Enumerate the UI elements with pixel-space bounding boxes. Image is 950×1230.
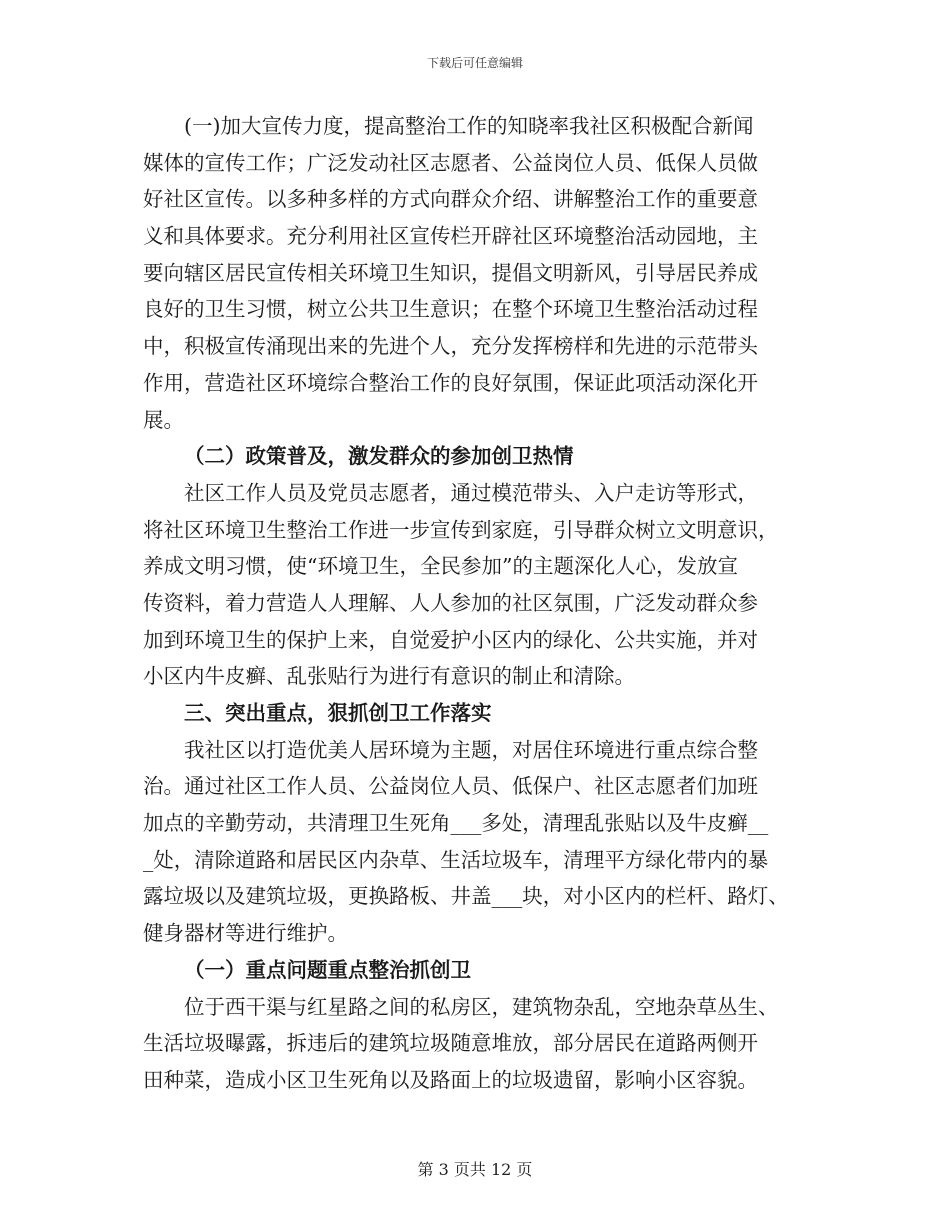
page-footer: 第 3 页共 12 页 [417,1160,533,1179]
paragraph-line: 中，积极宣传涌现出来的先进个人，充分发挥榜样和先进的示范带头 [143,334,758,359]
paragraph-line: 生活垃圾曝露，拆违后的建筑垃圾随意堆放，部分居民在道路两侧开 [143,1031,758,1056]
paragraph-line: 露垃圾以及建筑垃圾，更换路板、井盖___块，对小区内的栏杆、路灯、 [143,884,789,909]
paragraph-line: 小区内牛皮癣、乱张贴行为进行有意识的制止和清除。 [143,664,635,689]
paragraph-line: 养成文明习惯，使“环境卫生，全民参加”的主题深化人心，发放宣 [143,554,738,579]
section-heading-line: （一）重点问题重点整治抓创卫 [184,957,471,982]
section-heading-line: 三、突出重点，狠抓创卫工作落实 [184,701,492,725]
paragraph-line: 良好的卫生习惯，树立公共卫生意识；在整个环境卫生整治活动过程 [143,297,758,322]
paragraph-line: 田种菜，造成小区卫生死角以及路面上的垃圾遗留，影响小区容貌。 [143,1067,758,1092]
document-body [143,108,803,1099]
paragraph-line: (一)加大宣传力度，提高整治工作的知晓率我社区积极配合新闻 [184,114,754,138]
paragraph-line: 将社区环境卫生整治工作进一步宣传到家庭，引导群众树立文明意识， [143,517,779,542]
paragraph-line: 健身器材等进行维护。 [143,921,348,946]
paragraph-line: 要向辖区居民宣传相关环境卫生知识，提倡文明新风，引导居民养成 [143,260,758,285]
paragraph-line: 媒体的宣传工作；广泛发动社区志愿者、公益岗位人员、低保人员做 [143,150,758,175]
paragraph-line: 位于西干渠与红星路之间的私房区，建筑物杂乱，空地杂草丛生、 [184,994,779,1019]
paragraph-line: 加到环境卫生的保护上来，自觉爱护小区内的绿化、公共实施，并对 [143,627,758,652]
paragraph-line: 社区工作人员及党员志愿者，通过模范带头、入户走访等形式， [184,480,758,505]
paragraph-line: 义和具体要求。充分利用社区宣传栏开辟社区环境整治活动园地，主 [143,224,758,249]
paragraph-line: 治。通过社区工作人员、公益岗位人员、低保户、社区志愿者们加班 [143,774,758,799]
paragraph-line: 我社区以打造优美人居环境为主题，对居住环境进行重点综合整 [184,737,758,762]
paragraph-line: _处，清除道路和居民区内杂草、生活垃圾车，清理平方绿化带内的暴 [143,847,769,872]
paragraph-line: 展。 [143,407,184,432]
page-header: 下载后可任意编辑 [426,56,523,70]
paragraph-line: 好社区宣传。以多种多样的方式向群众介绍、讲解整治工作的重要意 [143,187,758,212]
paragraph-line: 传资料，着力营造人人理解、人人参加的社区氛围，广泛发动群众参 [143,590,758,615]
paragraph-line: 加点的辛勤劳动，共清理卫生死角___多处，清理乱张贴以及牛皮癣__ [143,811,769,836]
section-heading-line: （二）政策普及，激发群众的参加创卫热情 [184,444,574,469]
paragraph-line: 作用，营造社区环境综合整治工作的良好氛围，保证此项活动深化开 [143,370,758,395]
